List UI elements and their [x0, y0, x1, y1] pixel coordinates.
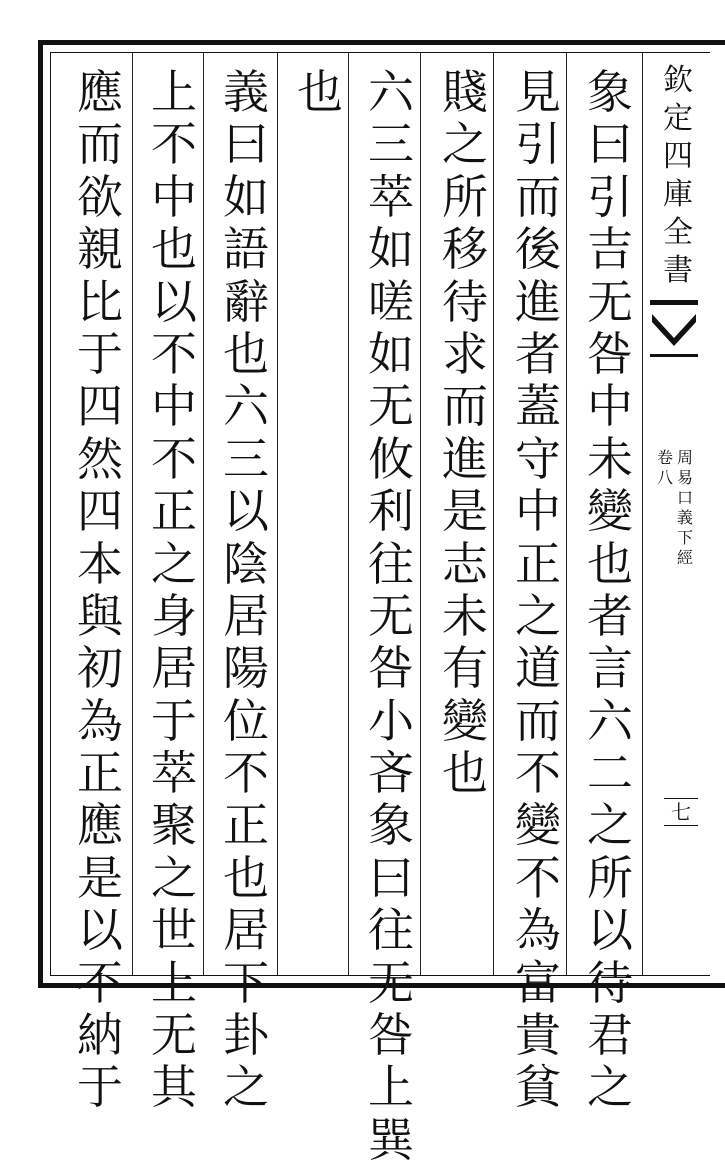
- glyph: 變: [587, 484, 633, 539]
- glyph: 全: [663, 215, 693, 250]
- column-rule: [642, 53, 643, 975]
- glyph: 小: [368, 693, 414, 748]
- glyph: 身: [151, 588, 197, 643]
- glyph: 于: [77, 326, 123, 381]
- glyph: 以: [223, 484, 269, 539]
- glyph: 以: [587, 903, 633, 958]
- glyph: 象: [368, 798, 414, 853]
- column-rule: [493, 53, 494, 975]
- glyph: 與: [77, 588, 123, 643]
- glyph: 象: [587, 65, 633, 119]
- glyph: 之: [223, 1060, 269, 1115]
- glyph: 卦: [223, 1008, 269, 1063]
- glyph: 无: [151, 1008, 197, 1063]
- glyph: 下: [223, 955, 269, 1010]
- glyph: 如: [368, 326, 414, 381]
- column-rule: [277, 53, 278, 975]
- glyph: 引: [587, 169, 633, 224]
- glyph: 比: [77, 274, 123, 329]
- glyph: 欲: [77, 169, 123, 224]
- glyph: 親: [77, 222, 123, 277]
- glyph: 不: [77, 955, 123, 1010]
- glyph: 不: [515, 850, 561, 905]
- glyph: 中: [587, 379, 633, 434]
- glyph: 往: [368, 903, 414, 958]
- glyph: 為: [515, 903, 561, 958]
- glyph: 聚: [151, 798, 197, 853]
- glyph: 曰: [587, 117, 633, 172]
- glyph: 也: [297, 65, 343, 119]
- glyph: 變: [442, 693, 488, 748]
- glyph: 于: [77, 1060, 123, 1115]
- glyph: 而: [515, 169, 561, 224]
- glyph: 吝: [368, 746, 414, 801]
- glyph: 義: [676, 508, 693, 527]
- glyph: 之: [587, 798, 633, 853]
- glyph: 陰: [223, 536, 269, 591]
- glyph: 无: [587, 274, 633, 329]
- glyph: 萃: [151, 746, 197, 801]
- glyph: 變: [515, 798, 561, 853]
- glyph: 也: [223, 326, 269, 381]
- glyph: 而: [77, 117, 123, 172]
- glyph: 四: [77, 484, 123, 539]
- glyph: 義: [223, 65, 269, 119]
- glyph: 口: [676, 488, 693, 507]
- glyph: 萃: [368, 169, 414, 224]
- glyph: 待: [442, 274, 488, 329]
- glyph: 君: [587, 1008, 633, 1063]
- glyph: 之: [442, 117, 488, 172]
- glyph: 之: [587, 1060, 633, 1115]
- glyph: 四: [663, 139, 693, 174]
- glyph: 之: [515, 588, 561, 643]
- glyph: 是: [442, 484, 488, 539]
- column-rule: [132, 53, 133, 975]
- glyph: 三: [368, 117, 414, 172]
- glyph: 是: [77, 850, 123, 905]
- work-title: [676, 448, 694, 568]
- glyph: 然: [77, 431, 123, 486]
- glyph: 之: [151, 536, 197, 591]
- glyph: 不: [223, 746, 269, 801]
- glyph: 所: [442, 169, 488, 224]
- glyph: 吉: [587, 222, 633, 277]
- glyph: 正: [151, 484, 197, 539]
- glyph: 居: [151, 641, 197, 696]
- glyph: 初: [77, 641, 123, 696]
- glyph: 道: [515, 641, 561, 696]
- glyph: 曰: [223, 117, 269, 172]
- glyph: 正: [223, 798, 269, 853]
- glyph: 應: [77, 798, 123, 853]
- glyph: 蓋: [515, 379, 561, 434]
- glyph: 无: [368, 955, 414, 1010]
- glyph: 不: [151, 326, 197, 381]
- glyph: 不: [151, 117, 197, 172]
- glyph: 上: [151, 65, 197, 119]
- glyph: 六: [368, 65, 414, 119]
- glyph: 如: [223, 169, 269, 224]
- column-rule: [203, 53, 204, 975]
- text-column-6: [218, 66, 274, 1114]
- glyph: 志: [442, 536, 488, 591]
- text-column-5: [292, 66, 348, 118]
- glyph: 貴: [515, 1008, 561, 1063]
- glyph: 八: [656, 468, 673, 487]
- glyph: 六: [223, 379, 269, 434]
- glyph: 定: [663, 101, 693, 136]
- glyph: 正: [515, 536, 561, 591]
- glyph: 无: [368, 379, 414, 434]
- glyph: 易: [676, 468, 693, 487]
- glyph: 所: [587, 850, 633, 905]
- glyph: 者: [587, 588, 633, 643]
- glyph: 也: [587, 536, 633, 591]
- glyph: 其: [151, 1060, 197, 1115]
- text-column-4: [363, 66, 419, 1166]
- glyph: 求: [442, 326, 488, 381]
- glyph: 也: [223, 850, 269, 905]
- glyph: 正: [77, 746, 123, 801]
- glyph: 以: [77, 903, 123, 958]
- glyph: 為: [77, 693, 123, 748]
- column-rule: [420, 53, 421, 975]
- glyph: 也: [442, 746, 488, 801]
- text-column-2: [510, 66, 566, 1114]
- text-column-1: [582, 66, 638, 1114]
- fishtail-mark: [650, 300, 698, 360]
- glyph: 貧: [515, 1060, 561, 1115]
- glyph: 進: [442, 431, 488, 486]
- glyph: 中: [151, 379, 197, 434]
- glyph: 也: [151, 222, 197, 277]
- glyph: 中: [515, 484, 561, 539]
- glyph: 位: [223, 693, 269, 748]
- glyph: 不: [151, 431, 197, 486]
- glyph: 四: [77, 379, 123, 434]
- glyph: 无: [368, 588, 414, 643]
- glyph: 攸: [368, 431, 414, 486]
- glyph: 巽: [368, 1112, 414, 1167]
- glyph: 曰: [368, 850, 414, 905]
- glyph: 庫: [663, 177, 693, 212]
- glyph: 應: [77, 65, 123, 119]
- book-title: [660, 62, 696, 290]
- glyph: 見: [515, 65, 561, 119]
- text-column-3: [437, 66, 493, 799]
- volume-label: [656, 448, 674, 488]
- text-column-8: [72, 66, 128, 1114]
- glyph: 往: [368, 536, 414, 591]
- glyph: 利: [368, 484, 414, 539]
- glyph: 三: [223, 431, 269, 486]
- glyph: 語: [223, 222, 269, 277]
- column-rule: [566, 53, 567, 975]
- glyph: 之: [151, 850, 197, 905]
- glyph: 卷: [656, 448, 673, 467]
- glyph: 書: [663, 253, 693, 288]
- glyph: 二: [587, 746, 633, 801]
- glyph: 未: [587, 431, 633, 486]
- glyph: 不: [515, 746, 561, 801]
- glyph: 咎: [368, 641, 414, 696]
- glyph: 引: [515, 117, 561, 172]
- glyph: 未: [442, 588, 488, 643]
- glyph: 居: [223, 903, 269, 958]
- glyph: 咎: [587, 326, 633, 381]
- glyph: 本: [77, 536, 123, 591]
- glyph: 嗟: [368, 274, 414, 329]
- glyph: 納: [77, 1008, 123, 1063]
- glyph: 咎: [368, 1008, 414, 1063]
- glyph: 進: [515, 274, 561, 329]
- glyph: 富: [515, 955, 561, 1010]
- glyph: 六: [587, 693, 633, 748]
- column-rule: [348, 53, 349, 975]
- glyph: 上: [368, 1060, 414, 1115]
- glyph: 于: [151, 693, 197, 748]
- glyph: 中: [151, 169, 197, 224]
- glyph: 陽: [223, 641, 269, 696]
- glyph: 辭: [223, 274, 269, 329]
- glyph: 守: [515, 431, 561, 486]
- glyph: 言: [587, 641, 633, 696]
- text-column-7: [146, 66, 202, 1114]
- glyph: 者: [515, 326, 561, 381]
- glyph: 欽: [663, 63, 693, 98]
- glyph: 而: [515, 693, 561, 748]
- glyph: 居: [223, 588, 269, 643]
- glyph: 周: [676, 448, 693, 467]
- glyph: 賤: [442, 65, 488, 119]
- glyph: 有: [442, 641, 488, 696]
- glyph: 如: [368, 222, 414, 277]
- glyph: 以: [151, 274, 197, 329]
- glyph: 後: [515, 222, 561, 277]
- glyph: 移: [442, 222, 488, 277]
- glyph: 世: [151, 903, 197, 958]
- glyph: 待: [587, 955, 633, 1010]
- glyph: 而: [442, 379, 488, 434]
- glyph: 下: [676, 528, 693, 547]
- glyph: 經: [676, 548, 693, 567]
- glyph: 上: [151, 955, 197, 1010]
- page-number: 七: [664, 798, 698, 826]
